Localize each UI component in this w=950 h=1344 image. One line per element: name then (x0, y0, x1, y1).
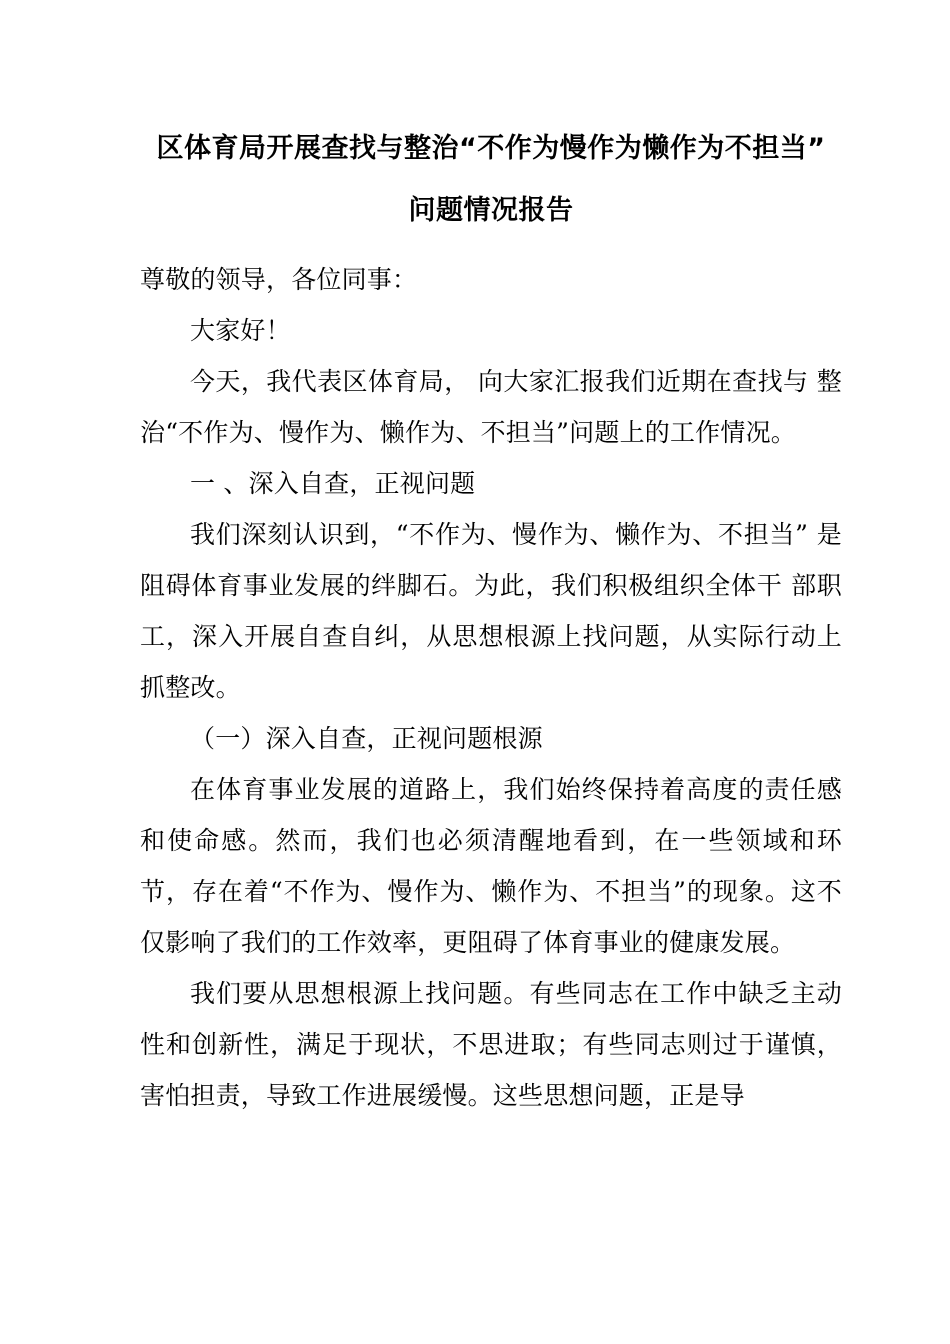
page-title: 区体育局开展查找与整治“不作为慢作为懒作为不担当”问题情况报告 (156, 133, 826, 226)
heading-subsection-one: （一）深入自查，正视问题根源 (190, 724, 543, 753)
paragraph-subsection-one-body-2: 我们要从思想根源上找问题。有些同志在工作中缺乏主动性和创新性，满足于现状，不思进取；有些同志则过于谨慎，害怕担责，导致工作进展缓慢。这些思想问题，正是导 (140, 979, 842, 1110)
heading-section-one: 一 、深入自查，正视问题 (190, 469, 476, 498)
paragraph-section-one-intro: 我们深刻认识到，“不作为、慢作为、懒作为、不担当” 是阻碍体育事业发展的绊脚石。为此，我们积极组织全体干 部职工，深入开展自查自纠，从思想根源上找问题，从实际行动上抓整改。 (140, 520, 842, 702)
paragraph-opening: 今天，我代表区体育局， 向大家汇报我们近期在查找与 整治“不作为、慢作为、懒作为、不担当”问题上的工作情况。 (140, 367, 842, 447)
paragraph-salutation: 尊敬的领导，各位同事： (140, 265, 418, 294)
paragraph-subsection-one-body-1: 在体育事业发展的道路上，我们始终保持着高度的责任感和使命感。然而，我们也必须清醒地看到，在一些领域和环节，存在着“不作为、慢作为、懒作为、不担当”的现象。这不仅影响了我们的工作效率，更阻碍了体育事业的健康发展。 (140, 775, 842, 957)
paragraph-greeting: 大家好！ (190, 316, 291, 345)
